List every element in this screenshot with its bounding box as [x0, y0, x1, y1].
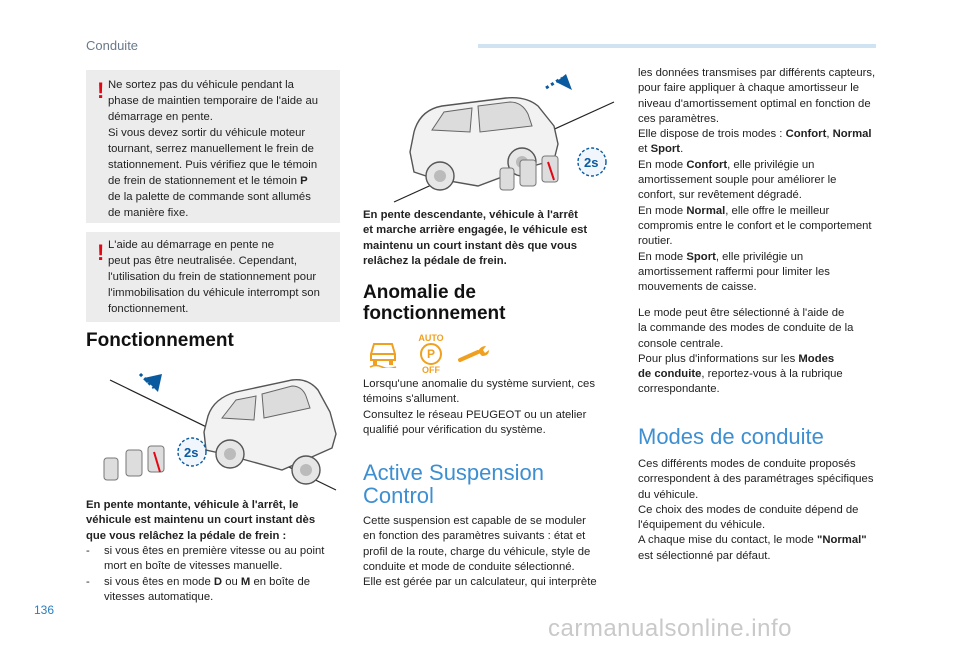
section-title: Conduite: [86, 38, 139, 53]
uphill-bullets: [86, 544, 348, 605]
anomaly-text: Lorsqu'une anomalie du système survient, ces témoins s'allument. Consultez le réseau PEUGEOT ou un atelier qualifié pour vérification du système.: [363, 378, 595, 436]
warning-line: démarrage en pente.: [108, 111, 213, 123]
auto-park-off-icon: AUTO P OFF: [418, 333, 444, 375]
warning-line: tournant, serrez manuellement le frein de: [108, 143, 314, 155]
heading-active-suspension: Active Suspension Control: [363, 460, 544, 508]
bullet-item: - si vous êtes en première vitesse ou au point mort en boîte de vitesses manuelle.: [86, 545, 325, 573]
warning-line: Si vous devez sortir du véhicule moteur: [108, 127, 306, 139]
warning-box-1: [86, 70, 340, 223]
svg-text:2s: 2s: [184, 445, 199, 460]
warning-line: de frein de stationnement et le témoin P: [108, 175, 308, 187]
warning-line: l'immobilisation du véhicule interrompt son: [108, 287, 320, 299]
heading-fonctionnement: Fonctionnement: [86, 330, 234, 351]
header-bar: [478, 44, 876, 48]
svg-text:2s: 2s: [584, 155, 599, 170]
warning-line: L'aide au démarrage en pente ne: [108, 239, 275, 251]
warning-line: l'utilisation du frein de stationnement pour: [108, 271, 317, 283]
uphill-car-illustration: [96, 360, 342, 492]
wrench-icon: [456, 344, 492, 364]
downhill-caption: En pente descendante, véhicule à l'arrêt et marche arrière engagée, le véhicule est maintenu un court instant dès que vous relâchez la pédale de frein.: [363, 209, 588, 267]
bullet-item: - si vous êtes en mode D ou M en boîte de vitesses automatique.: [86, 575, 311, 603]
warning-line: peut pas être neutralisée. Cependant,: [108, 255, 298, 267]
warning-icon: !: [97, 240, 105, 265]
page-number: 136: [34, 603, 55, 617]
warning-box-2: [86, 232, 340, 322]
hill-assist-fault-icon: [368, 340, 398, 368]
warning-line: Ne sortez pas du véhicule pendant la: [108, 79, 294, 91]
warning-icon: !: [97, 78, 105, 103]
suspension-text: Cette suspension est capable de se moduler en fonction des paramètres suivants : état et profil de la route, charge du véhicule, style de conduite et mode de conduite sélectionné. Elle est gérée par un calculateur, qui interprète: [363, 515, 597, 589]
warning-line: phase de maintien temporaire de l'aide au: [108, 95, 319, 107]
uphill-caption: En pente montante, véhicule à l'arrêt, le véhicule est maintenu un court instant dès que vous relâchez la pédale de frein :: [86, 499, 316, 542]
warning-line: stationnement. Puis vérifiez que le témoin: [108, 159, 318, 171]
suspension-modes-text: les données transmises par différents capteurs, pour faire appliquer à chaque amortisseur le niveau d'amortissement optimal en fonction de ces paramètres. Elle dispose de trois modes : Confort, Normal et Sport. En mode Confort, elle privilégie un amortissement souple pour améliorer le confort, sur revêtement dégradé. En mode Normal, elle offre le meilleur compromis entre le confort et le comportement routier. En mode Sport, elle privilégie un amortissement raffermi pour limiter les mouvements de caisse.: [638, 67, 876, 294]
downhill-car-illustration: [380, 68, 620, 204]
driving-modes-text: Ces différents modes de conduite proposés correspondent à des paramétrages spécifiques du véhicule. Ce choix des modes de conduite dépend de l'équipement du véhicule. A chaque mise du contact, le mode "Normal" est sélectionné par défaut.: [638, 458, 874, 562]
heading-anomalie: Anomalie de fonctionnement: [363, 282, 506, 324]
warning-line: de manière fixe.: [108, 207, 189, 219]
warning-line: de la palette de commande sont allumés: [108, 191, 311, 203]
heading-modes-de-conduite: Modes de conduite: [638, 424, 824, 449]
warning-line: fonctionnement.: [108, 303, 189, 315]
watermark: carmanualsonline.info: [548, 615, 792, 642]
mode-selection-text: Le mode peut être sélectionné à l'aide de la commande des modes de conduite de la console centrale. Pour plus d'informations sur les Modes de conduite, reportez-vous à la rubrique correspondante.: [638, 307, 854, 396]
